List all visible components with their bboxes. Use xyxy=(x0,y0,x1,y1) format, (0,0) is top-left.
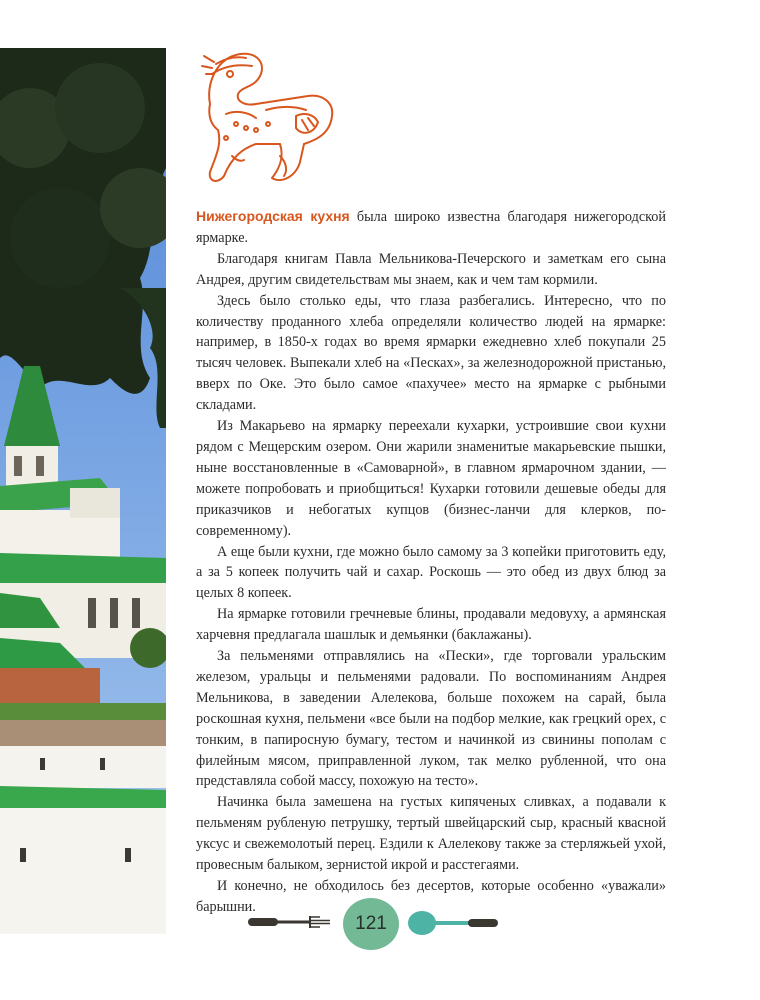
horse-icon xyxy=(196,44,346,194)
spoon-icon xyxy=(408,908,500,943)
page-footer xyxy=(248,898,508,950)
article-body xyxy=(196,206,666,918)
paragraph: Из Макарьево на ярмарку переехали кухарки, устроившие свои кухни рядом с Мещерским озером. Они жарили знаменитые макарьевские пышки, ныне восстановленные в «Самоварной», в главном ярмарочном здании, — можете попробовать и приобщиться! Кухарки готовили дешевые обеды для приказчиков и небогатых купцов (бизнес-ланчи для клерков, по-современному). xyxy=(196,418,666,539)
paragraph: И конечно, не обходилось без десертов, которые особенно «уважали» барышни. xyxy=(196,878,666,915)
page-number: 121 xyxy=(343,898,399,950)
monastery-photo xyxy=(0,48,166,934)
fork-icon xyxy=(248,914,332,935)
paragraph: А еще были кухни, где можно было самому за 3 копейки приготовить еду, а за 5 копеек получить чай и сахар. Роскошь — это обед из двух блюд за целых 8 копеек. xyxy=(196,543,666,602)
paragraph: Нижегородская кухня была широко известна благодаря нижегородской ярмарке. xyxy=(196,208,666,246)
paragraph: На ярмарке готовили гречневые блины, продавали медовуху, а армянская харчевня предлагала шашлык и демьянки (баклажаны). xyxy=(196,606,666,644)
paragraph: Начинка была замешена на густых кипяченых сливках, а подавали к пельменям рубленую петрушку, тертый швейцарский сыр, красный квасной уксус и свежемолотый перец. Ездили к Алелекову также за стерляжьей ухой, провесным балыком, зернистой икрой и расстегаями. xyxy=(196,794,666,874)
paragraph: Благодаря книгам Павла Мельникова-Печерского и заметкам его сына Андрея, другим свидетельствам мы знаем, как и чем там кормили. xyxy=(196,250,666,288)
paragraph: Здесь было столько еды, что глаза разбегались. Интересно, что по количеству проданного хлеба определяли количество людей на ярмарке: например, в 1850-х годах во время ярмарки ежедневно хлеб покупали 25 тысяч человек. Выпекали хлеб на «Песках», за железнодорожной пристанью, вверх по Оке. Это было самое «пахучее» место на ярмарке с рыбными складами. xyxy=(196,292,666,414)
paragraph: За пельменями отправлялись на «Пески», где торговали уральским железом, уральцы и пельменями радовали. По воспоминаниям Андрея Мельникова, в заведении Алелекова, больше похожем на сарай, была роскошная кухня, пельмени «все были на подбор мелкие, как грецкий орех, с тонким, в папиросную бумагу, тестом и начинкой из свинины пополам с филейным мясом, приправленной луком, так мелко рубленной, что она представляла собой массу, похожую на тесто». xyxy=(196,648,666,790)
article-lead: Нижегородская кухня xyxy=(196,208,350,224)
